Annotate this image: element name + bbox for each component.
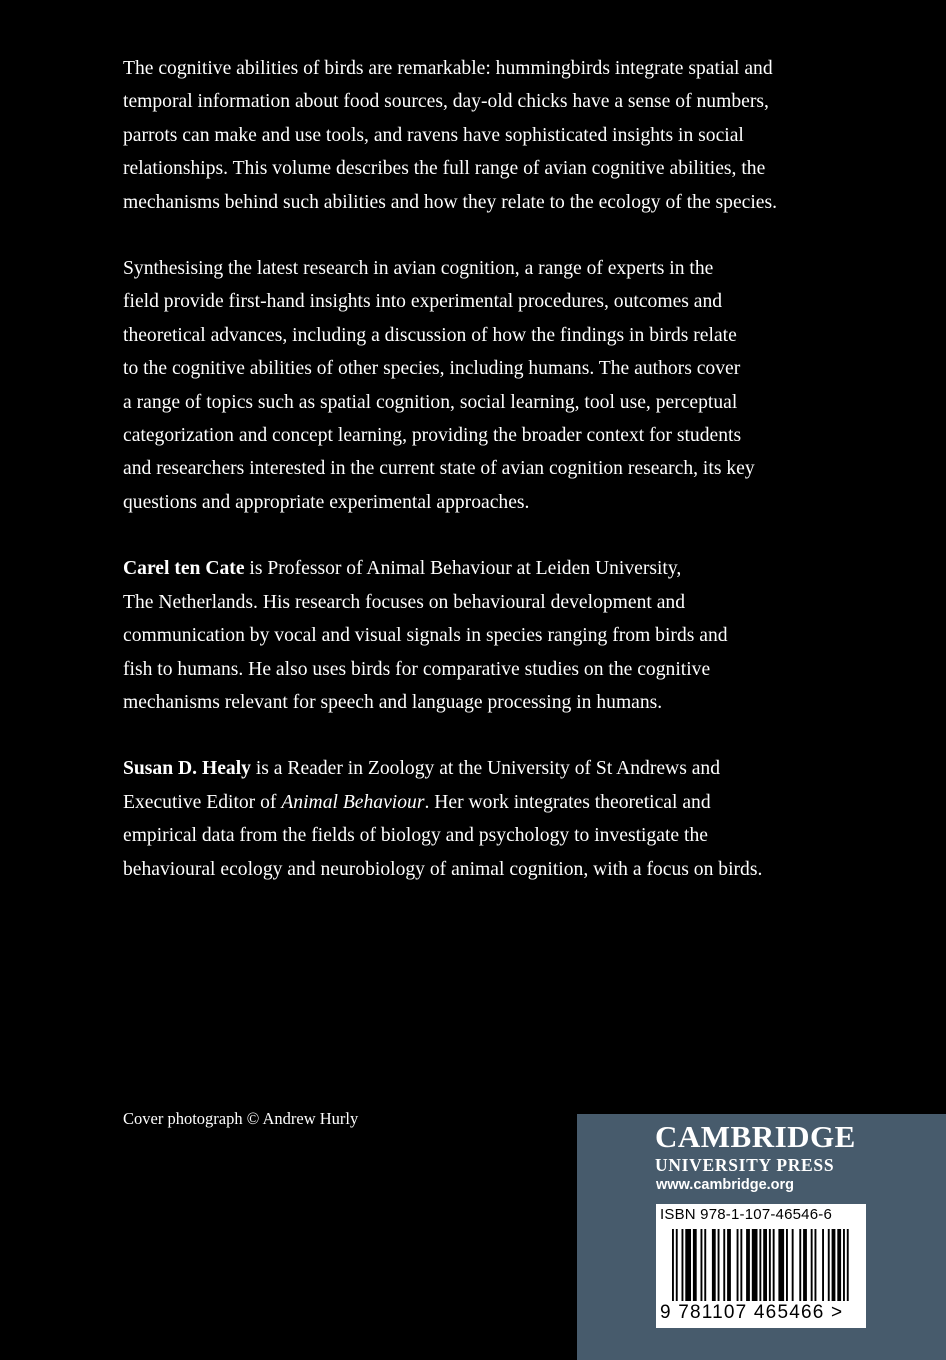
barcode-bar [682, 1229, 684, 1301]
author-bio-susan-healy [123, 752, 853, 886]
text-line: mechanisms relevant for speech and language processing in humans. [123, 691, 663, 713]
description-paragraph-1 [123, 52, 853, 219]
publisher-panel [577, 1114, 946, 1360]
bio-text: is a Reader in Zoology at the University of St Andrews and [250, 758, 721, 780]
barcode-bar [847, 1229, 849, 1301]
text-line: The cognitive abilities of birds are remarkable: hummingbirds integrate spatial and [123, 58, 773, 79]
text-line: temporal information about food sources, day-old chicks have a sense of numbers, [123, 91, 769, 113]
barcode-bar [786, 1229, 788, 1301]
barcode-bar [837, 1229, 841, 1301]
text-line: relationships. This volume describes the full range of avian cognitive abilities, the [123, 158, 766, 180]
barcode-bars-icon [660, 1229, 862, 1301]
text-line: Synthesising the latest research in avian cognition, a range of experts in the [123, 258, 714, 280]
text-line: parrots can make and use tools, and ravens have sophisticated insights in social [123, 124, 744, 146]
description-paragraph-2 [123, 252, 853, 519]
barcode-bar [811, 1229, 813, 1301]
text-line: behavioural ecology and neurobiology of animal cognition, with a focus on birds. [123, 858, 763, 880]
text-line: empirical data from the fields of biology and psychology to investigate the [123, 825, 708, 847]
barcode-bar [704, 1229, 706, 1301]
barcode-bar [752, 1229, 758, 1301]
barcode-bar [701, 1229, 703, 1301]
barcode-bar [828, 1229, 830, 1301]
barcode-bar [803, 1229, 807, 1301]
text-line [123, 752, 853, 785]
publisher-url: www.cambridge.org [656, 1177, 795, 1193]
barcode-bar [740, 1229, 742, 1301]
barcode-bar [773, 1229, 775, 1301]
isbn-label: ISBN 978-1-107-46546-6 [660, 1206, 833, 1223]
text-line [123, 786, 853, 819]
barcode-bar [799, 1229, 801, 1301]
barcode-bar [676, 1229, 678, 1301]
barcode-bar [769, 1229, 771, 1301]
text-line: categorization and concept learning, providing the broader context for students [123, 425, 742, 447]
barcode-bar [843, 1229, 845, 1301]
cover-photo-credit: Cover photograph © Andrew Hurly [123, 1109, 359, 1128]
barcode-bar [685, 1229, 691, 1301]
barcode-bar [718, 1229, 720, 1301]
barcode-bar [815, 1229, 817, 1301]
text-line: and researchers interested in the current state of avian cognition research, its key [123, 458, 755, 480]
text-line: communication by vocal and visual signals in species ranging from birds and [123, 625, 728, 647]
text-line: theoretical advances, including a discussion of how the findings in birds relate [123, 324, 737, 346]
author-name: Susan D. Healy [123, 758, 251, 780]
text-line: questions and appropriate experimental approaches. [123, 491, 530, 513]
barcode-bar [723, 1229, 725, 1301]
text-line [123, 552, 853, 585]
barcode-bar [672, 1229, 674, 1301]
text-line: The Netherlands. His research focuses on behavioural development and [123, 591, 686, 613]
author-name: Carel ten Cate [123, 558, 245, 580]
barcode [656, 1204, 866, 1328]
barcode-bar [737, 1229, 739, 1301]
barcode-bar [822, 1229, 824, 1301]
barcode-bar [727, 1229, 731, 1301]
text-line: fish to humans. He also uses birds for comparative studies on the cognitive [123, 658, 711, 680]
barcode-bar [763, 1229, 767, 1301]
bio-text: Executive Editor of [123, 791, 282, 813]
barcode-digits: 9 781107 465466 > [660, 1302, 844, 1323]
barcode-bar [712, 1229, 716, 1301]
barcode-bar [792, 1229, 794, 1301]
journal-title: Animal Behaviour [281, 791, 425, 813]
text-line: to the cognitive abilities of other species, including humans. The authors cover [123, 358, 741, 380]
publisher-name-line1: CAMBRIDGE [655, 1119, 856, 1154]
bio-text: . Her work integrates theoretical and [424, 791, 711, 813]
publisher-logo [655, 1120, 867, 1176]
barcode-bar [832, 1229, 836, 1301]
text-line: field provide first-hand insights into experimental procedures, outcomes and [123, 291, 723, 313]
barcode-bar [759, 1229, 761, 1301]
barcode-bar [746, 1229, 750, 1301]
bio-text: is Professor of Animal Behaviour at Leiden University, [244, 558, 682, 580]
author-bio-carel-ten-cate [123, 552, 853, 719]
barcode-bar [693, 1229, 697, 1301]
barcode-bar [778, 1229, 784, 1301]
publisher-name-line2: UNIVERSITY PRESS [655, 1155, 835, 1175]
text-line: mechanisms behind such abilities and how they relate to the ecology of the species. [123, 191, 778, 213]
back-cover-blurb [123, 52, 853, 919]
text-line: a range of topics such as spatial cognition, social learning, tool use, perceptual [123, 391, 738, 413]
